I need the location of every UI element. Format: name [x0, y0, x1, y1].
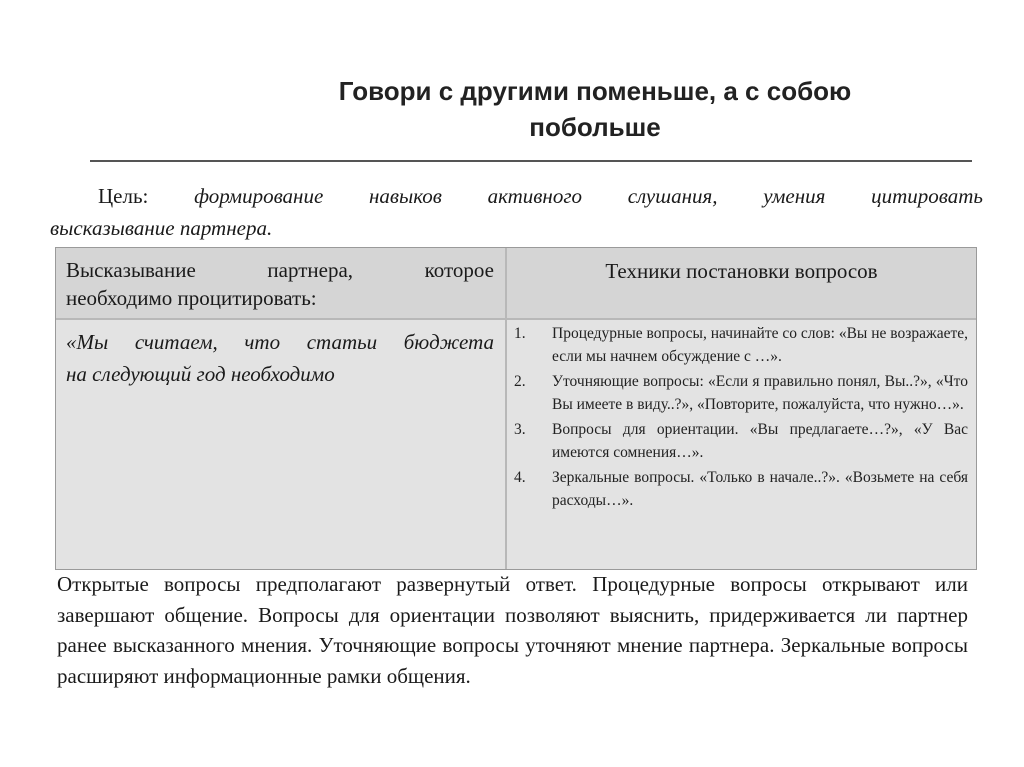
conclusion-paragraph: Открытые вопросы предполагают развернутый ответ. Процедурные вопросы открывают или завершают общение. Вопросы для ориентации позволяют выяснить, придерживается ли партнер ранее высказанного мнения. Уточняющие вопросы уточняют мнение партнера. Зеркальные вопросы расширяют информационные рамки общения.	[57, 572, 968, 688]
header-partner-statement-line-1: Высказывание партнера, которое	[66, 258, 494, 282]
list-item-text: Вопросы для ориентации. «Вы предлагаете…?», «У Вас имеются сомнения…».	[552, 421, 968, 461]
goal-label: Цель:	[98, 184, 149, 208]
techniques-table	[55, 247, 977, 570]
header-partner-statement-line-2: необходимо процитировать:	[66, 286, 317, 310]
goal-statement	[50, 180, 983, 244]
slide-title-line-1: Говори с другими поменьше, а с собою	[338, 76, 852, 106]
table-header-right	[507, 248, 976, 318]
techniques-list	[514, 322, 968, 514]
title-divider	[90, 160, 972, 162]
slide-title	[250, 73, 940, 145]
list-item	[514, 370, 968, 416]
partner-quote-line-1: «Мы считаем, что статьи бюджета	[66, 330, 494, 354]
list-item-text: Процедурные вопросы, начинайте со слов: «Вы не возражаете, если мы начнем обсуждение с …».	[552, 325, 968, 365]
list-item-number: 3.	[514, 421, 526, 438]
list-item-number: 2.	[514, 373, 526, 390]
list-item	[514, 322, 968, 368]
list-item	[514, 466, 968, 512]
partner-quote-line-2: на следующий год необходимо	[66, 362, 335, 386]
header-partner-statement	[66, 256, 494, 312]
column-divider	[505, 248, 507, 569]
list-item-number: 1.	[514, 325, 526, 342]
goal-text-line-2: высказывание партнера.	[50, 216, 273, 240]
table-header-left	[56, 248, 505, 318]
list-item-text: Зеркальные вопросы. «Только в начале..?». «Возьмете на себя расходы…».	[552, 469, 968, 509]
header-question-techniques: Техники постановки вопросов	[605, 259, 878, 283]
partner-quote	[66, 326, 494, 390]
list-item	[514, 418, 968, 464]
list-item-number: 4.	[514, 469, 526, 486]
row-divider	[56, 318, 976, 320]
list-item-text: Уточняющие вопросы: «Если я правильно понял, Вы..?», «Что Вы имеете в виду..?», «Повторите, пожалуйста, что нужно…».	[552, 373, 968, 413]
goal-text-line-1: формирование навыков активного слушания, умения цитировать	[194, 184, 983, 208]
slide-title-line-2: побольше	[529, 112, 661, 142]
